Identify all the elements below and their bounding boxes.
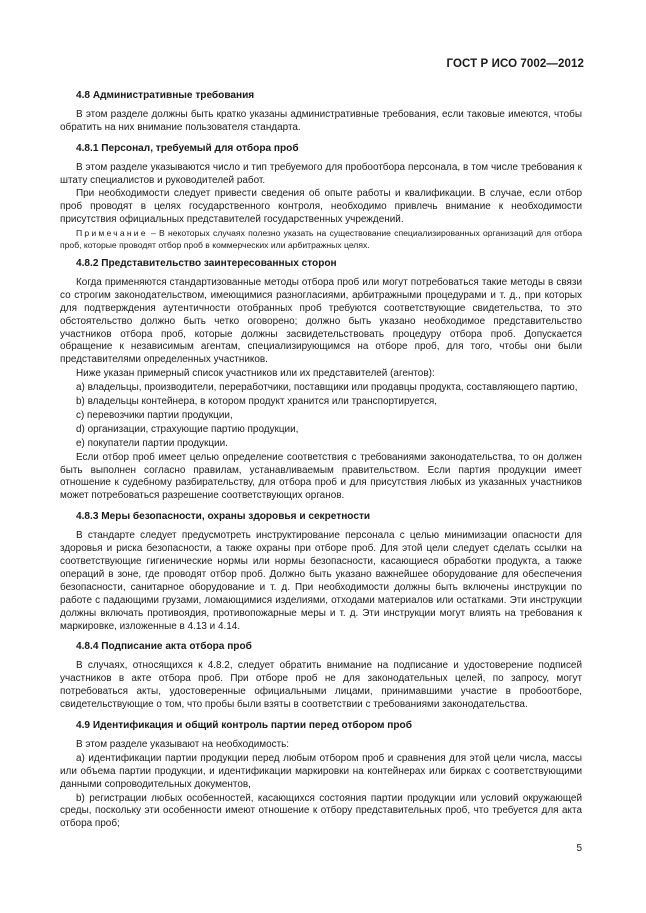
page-number: 5 [576, 843, 582, 854]
section-4-9-item-a: a) идентификации партии продукции перед любым отбором проб и сравнения для этой цели числа, массы или объема партии продукции, и идентификации маркировки на контейнерах или бирках с соответствующими данными сопроводительных документов, [60, 752, 582, 790]
note-label: Примечание [76, 228, 148, 239]
section-4-8-1-note [60, 228, 582, 251]
section-4-8-4-title: 4.8.4 Подписание акта отбора проб [76, 641, 252, 653]
section-4-8-paragraph: В этом разделе должны быть кратко указаны административные требования, если таковые имеются, чтобы обратить на них внимание пользователя стандарта. [60, 108, 582, 133]
section-4-8-2-paragraph-3: Если отбор проб имеет целью определение соответствия с требованиями законодательства, то он должен быть выполнен согласно правилам, устанавливаемым правительством. Если партия продукции имеет отношение к судебному разбирательству, для отбора проб и для присутствия любых из указанных участников может потребоваться разрешение соответствующих органов. [60, 451, 582, 502]
list-item: e) покупатели партии продукции. [76, 437, 228, 449]
list-item: c) перевозчики партии продукции, [76, 409, 233, 421]
list-item: b) владельцы контейнера, в котором продукт хранится или транспортируется, [76, 396, 437, 408]
section-4-8-3-paragraph: В стандарте следует предусмотреть инструктирование персонала с целью минимизации опасности для здоровья и риска безопасности, а также охраны при отборе проб. Для этой цели следует сделать ссылки на соответствующие гигиенические нормы или нормы безопасности, касающиеся обработки продукта, а также операций в зоне, где проводят отбор проб. Должно быть указано важнейшее оборудование для обеспечения безопасности, санитарное оборудование и т. д. При необходимости должны быть включены инструкции по работе с падающими грузами, ломающимися изделиями, отходами материалов или остатками. Эти инструкции должны включать противоядия, противопожарные меры и т. д. Эти инструкции могут влиять на требования к маркировке, изложенные в 4.13 и 4.14. [60, 530, 582, 632]
section-4-8-3-title: 4.8.3 Меры безопасности, охраны здоровья и секретности [76, 511, 371, 523]
list-item: a) владельцы, производители, переработчики, поставщики или продавцы продукта, составляющего партию, [76, 382, 578, 394]
section-4-8-2-paragraph-2: Ниже указан примерный список участников или их представителей (агентов): [76, 368, 435, 380]
note-text: – В некоторых случаях полезно указать на существование специализированных организаций для отбора проб, которые проводят отбор проб в коммерческих или арбитражных целях. [60, 228, 582, 250]
section-4-8-1-paragraph-1: В этом разделе указываются число и тип требуемого для пробоотбора персонала, в том числе требования к штату специалистов и руководителей работ. [60, 161, 582, 186]
section-4-8-1-title: 4.8.1 Персонал, требуемый для отбора проб [76, 142, 299, 154]
section-4-8-2-title: 4.8.2 Представительство заинтересованных сторон [76, 257, 337, 269]
section-4-8-2-paragraph-1: Когда применяются стандартизованные методы отбора проб или могут потребоваться такие методы в связи со строгим законодательством, имеющимися разногласиями, арбитражными процедурами и т. д., при которых для подтверждения аутентичности отобранных проб требуются соответствующие свидетельства, то это обстоятельство должно быть четко оговорено; должно быть указано необходимое представительство участников отбора проб, которые должны засвидетельствовать процедуру отбора проб. Допускается обращение к независимым агентам, специализирующимся на отборе проб, для того, чтобы они были представителями определенных участников. [60, 276, 582, 366]
section-4-9-item-b: b) регистрации любых особенностей, касающихся состояния партии продукции или условий окружающей среды, поскольку эти особенности имеют отношение к отбору представительных проб, что требуется для акта отбора проб; [60, 792, 582, 830]
section-4-9-paragraph: В этом разделе указывают на необходимость: [76, 738, 290, 750]
section-4-8-1-paragraph-2: При необходимости следует привести сведения об опыте работы и квалификации. В случае, если отбор проб проводят в целях государственного контроля, необходимо привлечь внимание к необходимости присутствия официальных представителей государственных учреждений. [60, 188, 582, 226]
document-code: ГОСТ Р ИСО 7002—2012 [446, 58, 584, 70]
list-item: d) организации, страхующие партию продукции, [76, 423, 299, 435]
section-4-8-title: 4.8 Административные требования [76, 90, 255, 101]
page-content [60, 88, 582, 832]
section-4-9-title: 4.9 Идентификация и общий контроль партии перед отбором проб [76, 719, 412, 731]
section-4-8-4-paragraph: В случаях, относящихся к 4.8.2, следует обратить внимание на подписание и удостоверение подписей участников в акте отбора проб. При отборе проб не для законодательных целей, по запросу, могут потребоваться акты, удостоверенные официальными лицами, принимавшими участие в пробоотборе, свидетельствующие о том, что пробы были взяты в соответствии с требованиями законодательства. [60, 660, 582, 711]
